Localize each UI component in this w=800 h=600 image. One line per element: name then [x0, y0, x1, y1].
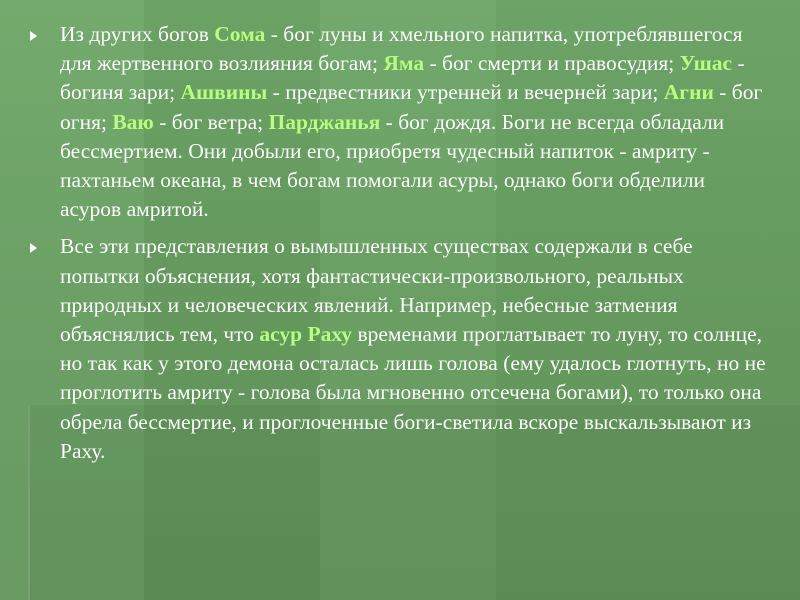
text-segment: - бог луны и хмельного напитка, употреблявшегося для жертвенного возлияния богам;	[60, 22, 743, 76]
bullet-paragraph-1	[30, 20, 770, 224]
deity-name-yama: Яма	[383, 51, 425, 76]
text-segment: - бог огня;	[60, 80, 763, 134]
text-segment: - бог ветра;	[153, 109, 269, 134]
text-segment: временами проглатывает то луну, то солнце, но так как у этого демона осталась лишь голова (ему удалось глотнуть, но не проглотить амриту - голова была мгновенно отсечена богами), то только она обрела бессмертие, и проглоченные боги-светила вскоре выскальзывают из Раху.	[60, 322, 766, 463]
deity-name-asura-rahu: асур Раху	[259, 322, 353, 347]
deity-name-parjanya: Парджанья	[268, 109, 381, 134]
text-segment: Из других богов	[60, 22, 215, 46]
deity-name-vayu: Ваю	[112, 109, 154, 134]
text-segment: - богиня зари;	[60, 51, 745, 105]
text-segment: - бог дождя. Боги не всегда обладали бессмертием. Они добыли его, приобретя чудесный напиток - амриту - пахтаньем океана, в чем богам помогали асуры, однако боги обделили асуров амритой.	[60, 109, 725, 222]
text-segment: - бог смерти и правосудия;	[424, 51, 680, 76]
bullet-paragraph-2	[30, 232, 770, 466]
deity-name-ushas: Ушас	[679, 51, 733, 76]
deity-name-ashvins: Ашвины	[180, 80, 268, 105]
text-segment: Все эти представления о вымышленных существах содержали в себе попытки объяснения, хотя фантастически-произвольного, реальных природных и человеческих явлений. Например, небесные затмения объяснялись тем, что	[60, 234, 693, 347]
deity-name-agni: Агни	[663, 80, 714, 105]
slide-content	[30, 20, 770, 474]
triangle-bullet-icon	[30, 31, 37, 41]
text-segment: - предвестники утренней и вечерней зари;	[267, 80, 664, 105]
deity-name-soma: Сома	[214, 22, 266, 46]
triangle-bullet-icon	[30, 243, 37, 253]
